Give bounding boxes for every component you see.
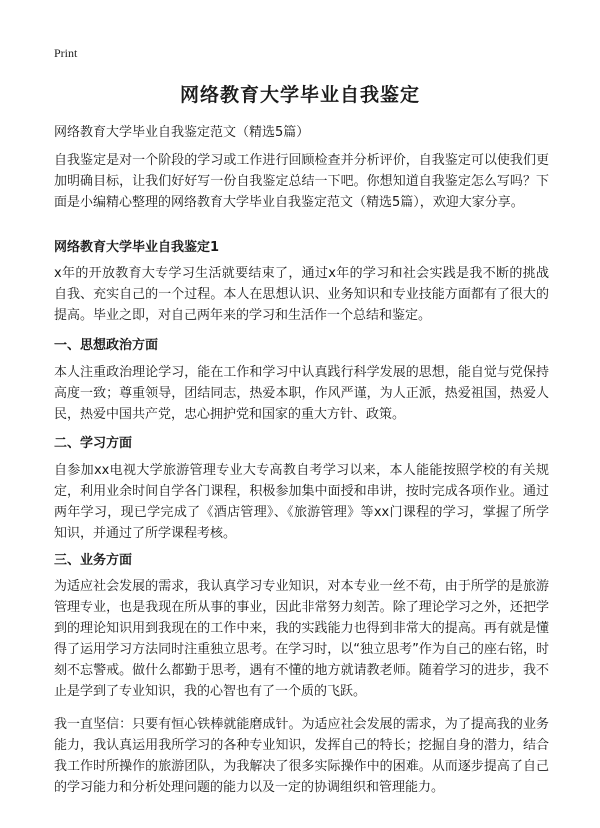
document-title: 网络教育大学毕业自我鉴定 — [179, 84, 420, 106]
section-intro-paragraph: x年的开放教育大专学习生活就要结束了，通过x年的学习和社会实践是我不断的挑战自我、充实自己的一个过程。本人在思想认识、业务知识和专业技能方面都有了很大的提高。毕业之即，对自己两年来的学习和生活作一个总结和鉴定。 — [54, 266, 549, 323]
section-title: 网络教育大学毕业自我鉴定1 — [54, 240, 220, 255]
intro-paragraph: 自我鉴定是对一个阶段的学习或工作进行回顾检查并分析评价，自我鉴定可以使我们更加明确目标，让我们好好写一份自我鉴定总结一下吧。你想知道自我鉴定怎么写吗？下面是小编精心整理的网络教育大学毕业自我鉴定范文（精选5篇），欢迎大家分享。 — [54, 153, 549, 210]
belief-paragraph: 我一直坚信：只要有恒心铁棒就能磨成针。为适应社会发展的需求，为了提高我的业务能力，我认真运用我所学习的各种专业知识，发挥自己的特长；挖掘自身的潜力，结合我工作时所操作的旅游团队，为我解决了很多实际操作中的困难。从而逐步提高了自己的学习能力和分析处理问题的能力以及一定的协调组织和管理能力。 — [54, 717, 549, 795]
study-paragraph: 自参加xx电视大学旅游管理专业大专高教自考学习以来，本人能能按照学校的有关规定，利用业余时间自学各门课程，积极参加集中面授和串讲，按时完成各项作业。通过两年学习，现已学完成了《酒店管理》、《旅游管理》等xx门课程的学习，掌握了所学知识，并通过了所学课程考核。 — [54, 463, 549, 541]
heading-business: 三、业务方面 — [54, 553, 133, 568]
print-link[interactable]: Print — [54, 46, 78, 60]
business-paragraph: 为适应社会发展的需求，我认真学习专业知识，对本专业一丝不苟，由于所学的是旅游管理专业，也是我现在所从事的事业，因此非常努力刻苦。除了理论学习之外，还把学到的理论知识用到我现在的工作中来，我的实践能力也得到非常大的提高。再有就是懂得了运用学习方法同时注重独立思考。在学习时，以“独立思考”作为自己的座右铭，时刻不忘警戒。做什么都勤于思考，遇有不懂的地方就请教老师。随着学习的进步，我不止是学到了专业知识，我的心智也有了一个质的飞跃。 — [54, 579, 549, 699]
politics-paragraph: 本人注重政治理论学习，能在工作和学习中认真践行科学发展的思想，能自觉与党保持高度一致；尊重领导，团结同志，热爱本职，作风严谨，为人正派，热爱祖国，热爱人民，热爱中国共产党，忠心拥护党和国家的重大方针、政策。 — [54, 365, 549, 422]
heading-politics: 一、思想政治方面 — [54, 338, 159, 353]
heading-study: 二、学习方面 — [54, 436, 133, 451]
subtitle: 网络教育大学毕业自我鉴定范文（精选5篇） — [54, 125, 310, 140]
